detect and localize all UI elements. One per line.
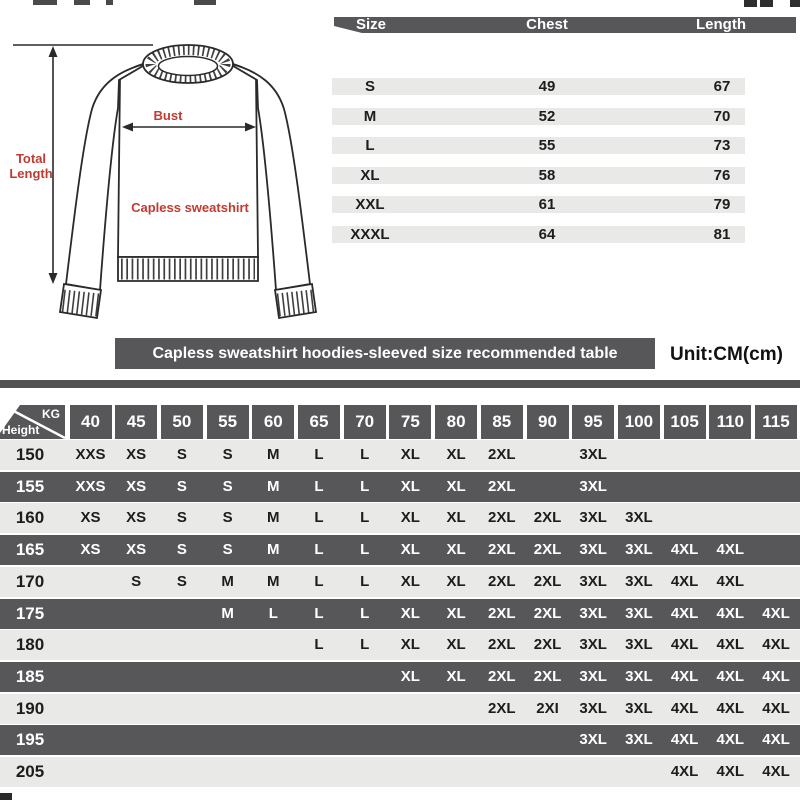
- fit-matrix-cell: 2XL: [533, 604, 562, 622]
- fit-matrix-cell: 4XL: [762, 636, 790, 654]
- cropped-text-artifact: [760, 0, 773, 7]
- size-table-row: [332, 78, 745, 95]
- fit-matrix-cell: 4XL: [762, 604, 790, 622]
- size-table-cell-chest: 64: [538, 225, 556, 243]
- fit-matrix-cell: 3XL: [625, 731, 653, 749]
- weight-header-cell: 95: [572, 405, 614, 439]
- weight-header-cell: 80: [435, 405, 477, 439]
- length-column-header: Length: [696, 16, 746, 33]
- size-table-row: [332, 137, 745, 154]
- height-axis-label: Height: [2, 423, 40, 437]
- fit-matrix-cell: L: [360, 477, 370, 495]
- fit-matrix-cell: 4XL: [762, 731, 790, 749]
- fit-matrix-cell: S: [222, 477, 233, 495]
- size-table-cell-size: L: [365, 137, 375, 154]
- fit-matrix-cell: L: [314, 604, 324, 622]
- height-label: 150: [15, 445, 45, 464]
- garment-label: Capless sweatshirt: [131, 200, 249, 215]
- fit-matrix-cell: 3XL: [579, 699, 607, 717]
- size-table-cell-length: 70: [713, 107, 731, 125]
- sweatshirt-body: [118, 62, 258, 257]
- fit-matrix-cell: XS: [126, 509, 147, 527]
- fit-matrix-cell: M: [267, 572, 280, 590]
- fit-matrix-cell: XL: [400, 541, 420, 559]
- weight-header-cell: 65: [298, 405, 340, 439]
- fit-matrix-cell: 2XL: [488, 667, 516, 685]
- table-title-banner: Capless sweatshirt hoodies-sleeved size recommended table: [115, 338, 655, 369]
- weight-header-cell: 110: [709, 405, 751, 439]
- fit-matrix-cell: XL: [400, 446, 420, 463]
- height-label: 165: [15, 540, 45, 560]
- fit-matrix-cell: 3XL: [579, 446, 607, 463]
- size-table-cell-chest: 55: [538, 137, 556, 154]
- fit-matrix-cell: XS: [80, 541, 101, 559]
- weight-header-cell: 115: [755, 405, 797, 439]
- fit-matrix-cell: 4XL: [762, 763, 790, 780]
- fit-matrix-cell: 4XL: [716, 763, 745, 780]
- fit-matrix-cell: 3XL: [579, 667, 607, 685]
- fit-matrix-cell: S: [222, 446, 233, 463]
- size-table-row: [332, 167, 745, 184]
- fit-matrix-cell: XS: [126, 477, 147, 495]
- fit-matrix-cell: 3XL: [579, 604, 607, 622]
- weight-header-cell: 85: [481, 405, 523, 439]
- fit-matrix-row: [0, 630, 800, 660]
- fit-matrix-cell: S: [176, 541, 187, 559]
- fit-matrix-cell: 4XL: [670, 541, 699, 559]
- fit-matrix-cell: L: [314, 477, 324, 495]
- fit-matrix-cell: XL: [446, 604, 466, 622]
- size-table-cell-chest: 52: [538, 107, 556, 125]
- size-table-cell-size: S: [364, 78, 376, 95]
- fit-matrix-cell: XS: [126, 446, 147, 463]
- fit-matrix-row: [0, 662, 800, 692]
- fit-matrix-cell: 2XL: [488, 541, 516, 559]
- height-label: 170: [15, 571, 45, 591]
- matrix-corner-cell: [0, 405, 65, 439]
- fit-matrix-cell: S: [176, 509, 187, 527]
- left-cuff: [60, 284, 101, 318]
- fit-matrix-cell: L: [360, 636, 370, 654]
- size-table-header: [334, 17, 796, 33]
- fit-matrix-cell: 3XL: [579, 731, 607, 749]
- fit-matrix-cell: S: [176, 572, 187, 590]
- weight-header-cell: 50: [161, 405, 203, 439]
- size-table-cell-chest: 61: [538, 196, 556, 213]
- fit-matrix-cell: XL: [400, 572, 420, 590]
- unit-label: Unit:CM(cm): [670, 344, 783, 365]
- fit-matrix-cell: 2XL: [533, 509, 562, 527]
- weight-header-cell: 75: [389, 405, 431, 439]
- fit-matrix-cell: 2XL: [488, 509, 516, 527]
- fit-matrix-cell: S: [222, 509, 233, 527]
- fit-matrix-row: [0, 694, 800, 724]
- fit-matrix-cell: L: [360, 509, 370, 527]
- fit-matrix-cell: XS: [126, 541, 147, 559]
- size-table-cell-size: XL: [360, 166, 380, 184]
- weight-header-cell: 40: [70, 405, 112, 439]
- fit-matrix-cell: 4XL: [716, 731, 745, 749]
- fit-matrix-cell: S: [176, 446, 187, 463]
- fit-matrix-cell: 4XL: [716, 541, 745, 559]
- fit-matrix-cell: L: [314, 541, 324, 559]
- fit-matrix-cell: 3XL: [579, 541, 607, 559]
- fit-matrix-row: [0, 567, 800, 597]
- height-label: 160: [15, 508, 45, 528]
- weight-header-cell: 60: [252, 405, 294, 439]
- fit-matrix-cell: 4XL: [762, 699, 790, 717]
- height-label: 205: [15, 762, 45, 781]
- fit-matrix-cell: 2XL: [488, 446, 516, 463]
- fit-matrix-cell: 4XL: [670, 604, 699, 622]
- fit-matrix-cell: 4XL: [716, 699, 745, 717]
- fit-matrix-cell: L: [360, 446, 370, 463]
- fit-matrix-cell: 4XL: [670, 763, 699, 780]
- bust-label: Bust: [153, 108, 183, 123]
- weight-header-cell: 55: [207, 405, 249, 439]
- fit-matrix-cell: XL: [400, 477, 420, 495]
- fit-matrix-cell: 4XL: [670, 699, 699, 717]
- height-label: 180: [15, 635, 45, 655]
- fit-matrix-row: [0, 440, 800, 470]
- fit-matrix-cell: 2XL: [488, 477, 516, 495]
- fit-matrix-cell: 4XL: [762, 667, 790, 685]
- fit-matrix-cell: 2XL: [533, 636, 562, 654]
- fit-matrix-cell: M: [267, 477, 280, 495]
- collar: [143, 45, 233, 83]
- size-table-cell-size: XXL: [355, 196, 385, 213]
- fit-matrix-cell: XL: [400, 604, 420, 622]
- fit-matrix-cell: S: [222, 541, 233, 559]
- fit-matrix-cell: XL: [446, 446, 466, 463]
- fit-matrix-cell: M: [221, 604, 234, 622]
- size-table-cell-size: XXXL: [350, 225, 390, 243]
- fit-matrix-cell: 4XL: [670, 572, 699, 590]
- fit-matrix-row: [0, 757, 800, 787]
- fit-matrix-cell: XL: [446, 541, 466, 559]
- weight-header-cell: 90: [527, 405, 569, 439]
- fit-matrix-cell: L: [314, 572, 324, 590]
- fit-matrix-row: [0, 472, 800, 502]
- fit-matrix-cell: 2XL: [488, 636, 516, 654]
- size-table-cell-length: 67: [713, 78, 731, 95]
- height-label: 175: [15, 603, 45, 623]
- height-label: 195: [15, 730, 45, 750]
- fit-matrix-cell: L: [360, 604, 370, 622]
- fit-matrix-cell: 3XL: [579, 572, 607, 590]
- size-table-cell-length: 76: [713, 166, 731, 184]
- fit-matrix-cell: 4XL: [716, 604, 745, 622]
- size-table-cell-length: 81: [713, 225, 731, 243]
- height-label: 185: [15, 666, 45, 686]
- fit-matrix-cell: M: [267, 509, 280, 527]
- fit-matrix-cell: 3XL: [625, 699, 653, 717]
- cropped-text-artifact: [790, 0, 800, 7]
- fit-matrix-row: [0, 599, 800, 629]
- fit-matrix-cell: XL: [446, 509, 466, 527]
- sweatshirt-hem: [118, 257, 258, 281]
- fit-matrix-cell: 4XL: [670, 636, 699, 654]
- size-column-header: Size: [355, 16, 387, 33]
- fit-matrix-cell: S: [176, 477, 187, 495]
- fit-matrix-cell: S: [131, 572, 142, 590]
- fit-matrix-cell: 2XL: [488, 699, 516, 717]
- fit-matrix-cell: 3XL: [625, 541, 653, 559]
- fit-matrix-cell: 4XL: [716, 636, 745, 654]
- fit-matrix-cell: L: [314, 509, 324, 527]
- fit-matrix-cell: L: [314, 446, 324, 463]
- fit-matrix-cell: XL: [400, 509, 420, 527]
- weight-header-cell: 45: [115, 405, 157, 439]
- fit-matrix-cell: 2XL: [488, 572, 516, 590]
- fit-matrix-row: [0, 503, 800, 533]
- total-length-label: Total Length: [9, 151, 53, 181]
- fit-matrix-cell: XL: [400, 636, 420, 654]
- fit-matrix-cell: 3XL: [579, 477, 607, 495]
- kg-label: KG: [42, 407, 60, 421]
- fit-matrix-cell: 3XL: [579, 636, 607, 654]
- size-table-row: [332, 196, 745, 213]
- fit-matrix-row: [0, 725, 800, 755]
- fit-matrix-cell: XL: [400, 667, 420, 685]
- weight-header-cell: 70: [344, 405, 386, 439]
- fit-matrix-cell: XXS: [75, 446, 106, 463]
- fit-matrix-cell: 4XL: [716, 667, 745, 685]
- size-table-cell-chest: 58: [538, 166, 556, 184]
- fit-matrix-cell: L: [360, 572, 370, 590]
- fit-matrix-cell: 3XL: [625, 572, 653, 590]
- fit-matrix-cell: M: [221, 572, 234, 590]
- size-table-row: [332, 108, 745, 125]
- fit-matrix-cell: XL: [446, 667, 466, 685]
- fit-matrix-cell: 3XL: [625, 636, 653, 654]
- fit-matrix-cell: XXS: [75, 477, 106, 495]
- fit-matrix-cell: 4XL: [716, 572, 745, 590]
- fit-matrix-cell: XL: [446, 636, 466, 654]
- size-table-cell-length: 79: [713, 196, 731, 213]
- size-table-row: [332, 226, 745, 243]
- size-table-cell-size: M: [363, 107, 377, 125]
- fit-matrix-cell: 2XL: [533, 667, 562, 685]
- height-label: 190: [15, 698, 45, 718]
- chest-column-header: Chest: [526, 16, 568, 33]
- fit-matrix-cell: 3XL: [625, 509, 653, 527]
- fit-matrix-cell: 3XL: [579, 509, 607, 527]
- fit-matrix-cell: 3XL: [625, 667, 653, 685]
- fit-matrix-cell: 2XL: [533, 572, 562, 590]
- cropped-text-artifact: [744, 0, 757, 7]
- fit-matrix-cell: XL: [446, 572, 466, 590]
- fit-matrix-cell: L: [268, 604, 278, 622]
- fit-matrix-cell: 2XL: [488, 604, 516, 622]
- weight-header-cell: 100: [618, 405, 660, 439]
- fit-matrix-cell: 2XL: [533, 541, 562, 559]
- fit-matrix-cell: XL: [446, 477, 466, 495]
- fit-matrix-cell: 3XL: [625, 604, 653, 622]
- size-table-cell-length: 73: [713, 137, 731, 154]
- fit-matrix-cell: 4XL: [670, 667, 699, 685]
- fit-matrix-cell: 4XL: [670, 731, 699, 749]
- fit-matrix-cell: M: [267, 541, 280, 559]
- right-cuff: [275, 284, 316, 318]
- size-table-cell-chest: 49: [538, 78, 556, 95]
- height-label: 155: [15, 476, 45, 496]
- section-divider: [0, 380, 800, 388]
- fit-matrix-cell: L: [314, 636, 324, 654]
- fit-matrix-cell: XS: [80, 509, 101, 527]
- fit-matrix-cell: 2XI: [536, 699, 559, 717]
- fit-matrix-row: [0, 535, 800, 565]
- fit-matrix-cell: M: [267, 446, 280, 463]
- weight-header-cell: 105: [664, 405, 706, 439]
- cropped-text-artifact: [0, 793, 12, 800]
- fit-matrix-cell: L: [360, 541, 370, 559]
